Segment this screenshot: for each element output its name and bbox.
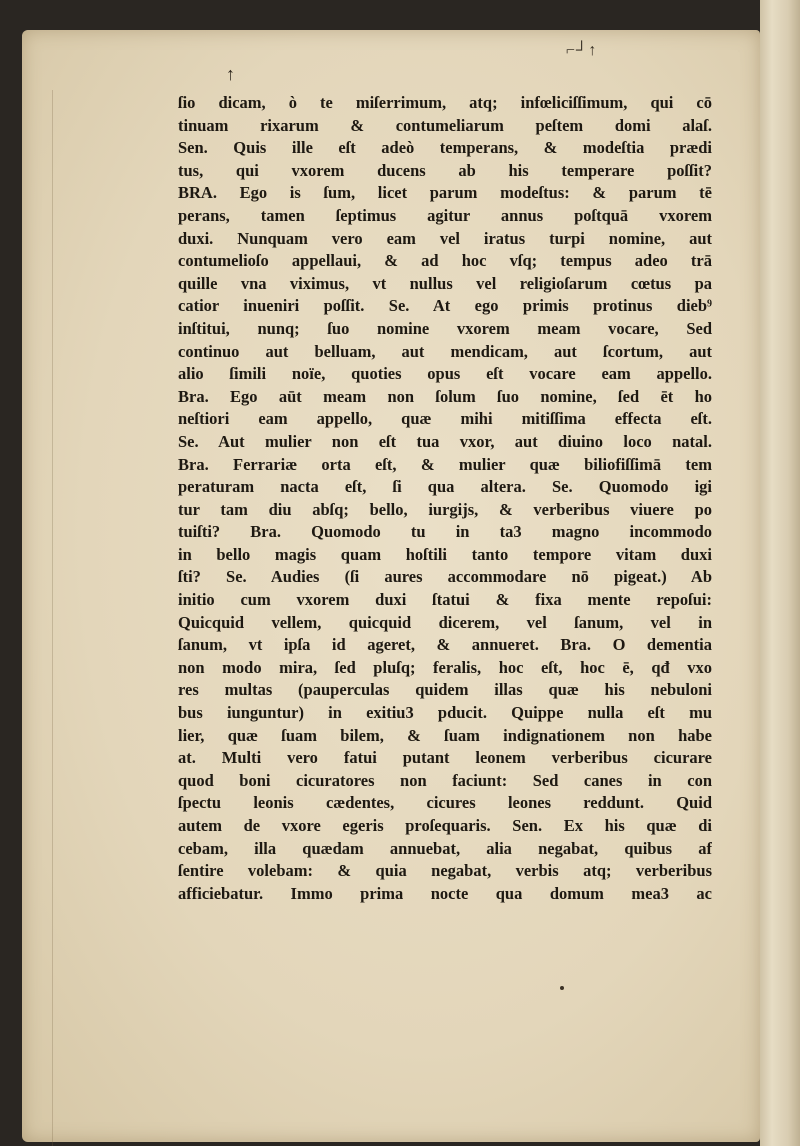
- text-line: ſio dicam, ò te miſerrimum, atq; infœliciſſimum, qui cō: [178, 93, 712, 112]
- text-line: inſtitui, nunq; ſuo nomine vxorem meam vocare, Sed: [178, 318, 712, 338]
- text-line: cebam, illa quædam annuebat, alia negabat, quibus af: [178, 838, 712, 858]
- text-line: perans, tamen ſeptimus agitur annus poſtquā vxorem: [178, 205, 712, 225]
- page-gutter-line: [52, 90, 53, 1146]
- latin-text-block: [178, 92, 712, 905]
- text-line: bus iunguntur) in exitiu3 pducit. Quippe nulla eſt mu: [178, 703, 712, 723]
- text-line: Bra. Ego aūt meam non ſolum ſuo nomine, ſed ēt ho: [178, 386, 712, 406]
- text-line: Bra. Ferrariæ orta eſt, & mulier quæ biliofiſſimā tem: [178, 454, 712, 474]
- text-line: alio ſimili noïe, quoties opus eſt vocare eam appello.: [178, 364, 712, 384]
- text-line: ſentire volebam: & quia negabat, verbis atq; verberibus: [178, 861, 712, 881]
- text-line: catior inueniri poſſit. Se. At ego primis protinus dieb⁹: [178, 296, 712, 316]
- text-line: contumelioſo appellaui, & ad hoc vſq; tempus adeo trā: [178, 251, 712, 271]
- text-line: in bello magis quam hoſtili tanto tempore vitam duxi: [178, 544, 712, 564]
- text-line: neſtiori eam appello, quæ mihi mitiſſima effecta eſt.: [178, 409, 712, 429]
- text-line: BRA. Ego is ſum, licet parum modeſtus: & parum tē: [178, 183, 712, 203]
- signature-mark: ⌐┘↑: [566, 42, 598, 59]
- text-line: tinuam rixarum & contumeliarum peſtem domi alaſ.: [178, 115, 712, 135]
- text-line: quod boni cicuratores non faciunt: Sed canes in con: [178, 770, 712, 790]
- text-line: ſti? Se. Audies (ſi aures accommodare nō pigeat.) Ab: [178, 567, 712, 587]
- text-line: afficiebatur. Immo prima nocte qua domum mea3 ac: [178, 883, 712, 903]
- text-line: autem de vxore egeris proſequaris. Sen. Ex his quæ di: [178, 816, 712, 835]
- text-line: ſpectu leonis cædentes, cicures leones reddunt. Quid: [178, 793, 712, 813]
- text-line: non modo mira, ſed pluſq; feralis, hoc eſt, hoc ē, qđ vxo: [178, 657, 712, 677]
- text-line: tus, qui vxorem ducens ab his temperare poſſit?: [178, 160, 712, 180]
- text-line: initio cum vxorem duxi ſtatui & fixa mente repoſui:: [178, 590, 712, 610]
- text-line: Quicquid vellem, quicquid dicerem, vel ſanum, vel in: [178, 612, 712, 632]
- text-line: tuiſti? Bra. Quomodo tu in ta3 magno incommodo: [178, 522, 712, 542]
- text-line: lier, quæ ſuam bilem, & ſuam indignationem non habe: [178, 725, 712, 745]
- text-line: at. Multi vero fatui putant leonem verberibus cicurare: [178, 748, 712, 768]
- text-line: duxi. Nunquam vero eam vel iratus turpi nomine, aut: [178, 228, 712, 248]
- ink-dot: [560, 986, 564, 990]
- margin-mark: ↑: [226, 64, 235, 84]
- text-line: Sen. Quis ille eſt adeò temperans, & modeſtia prædi: [178, 138, 712, 158]
- text-line: tur tam diu abſq; bello, iurgijs, & verberibus viuere po: [178, 499, 712, 519]
- text-line: ſanum, vt ipſa id ageret, & annueret. Bra. O dementia: [178, 635, 712, 655]
- text-line: quille vna viximus, vt nullus vel religioſarum cœtus pa: [178, 273, 712, 293]
- text-line: peraturam nacta eſt, ſi qua altera. Se. Quomodo igi: [178, 477, 712, 497]
- text-line: res multas (pauperculas quidem illas quæ his nebuloni: [178, 680, 712, 700]
- text-line: Se. Aut mulier non eſt tua vxor, aut diuino loco natal.: [178, 431, 712, 451]
- text-line: continuo aut belluam, aut mendicam, aut ſcortum, aut: [178, 341, 712, 361]
- adjacent-page-edge: [760, 0, 800, 1146]
